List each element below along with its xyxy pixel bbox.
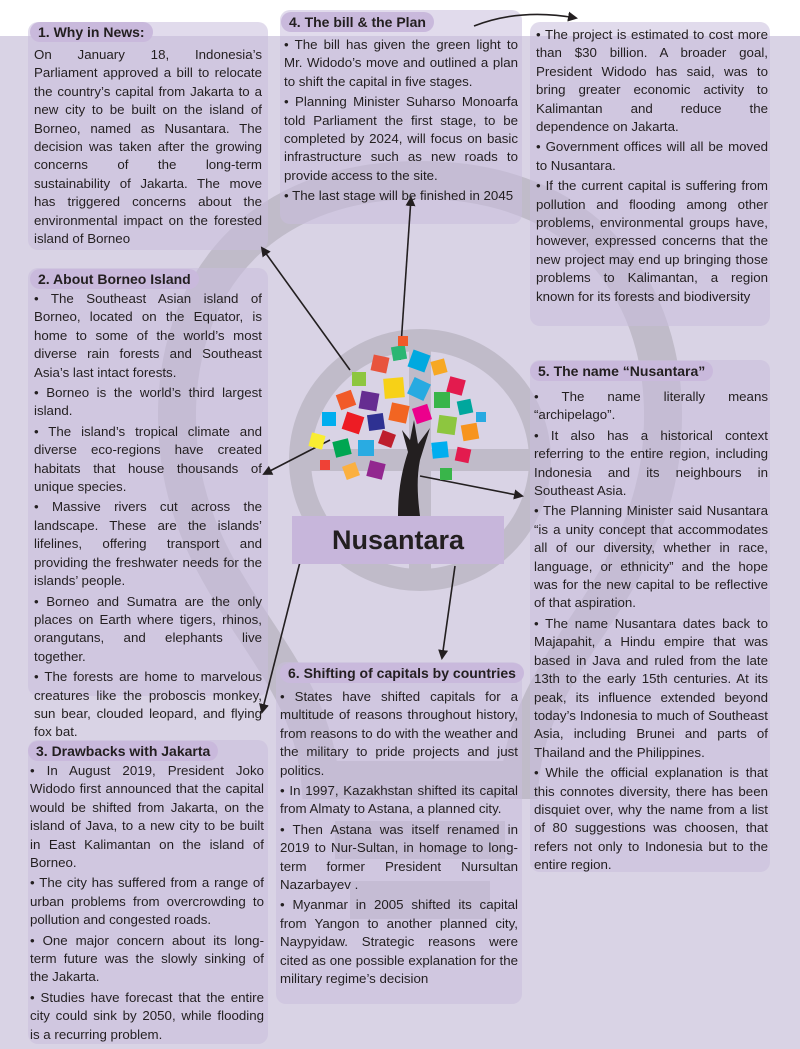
bullet: • The name literally means “archipelago”. xyxy=(534,389,768,423)
bullet: • In 1997, Kazakhstan shifted its capital from Almaty to Astana, a planned city. xyxy=(280,783,518,817)
heading-shifting: 6. Shifting of capitals by countries xyxy=(280,663,524,683)
bullet: • The last stage will be finished in 2045 xyxy=(284,188,514,204)
tree-of-ideas-icon xyxy=(308,336,486,516)
arrow-icon xyxy=(262,248,350,370)
bullet: • The city has suffered from a range of urban problems from overcrowding to pollution and congested roads. xyxy=(30,875,264,928)
bullet: • Then Astana was itself renamed in 2019 to Nur-Sultan, in homage to long-term former President Nursultan Nazarbayev . xyxy=(280,821,518,893)
page-title: Nusantara xyxy=(292,516,504,564)
arrow-icon xyxy=(474,14,576,26)
bullet: • It also has a historical context referring to the entire region, including Indonesia and its neighbours in Southeast Asia. xyxy=(534,427,768,499)
arrow-icon xyxy=(400,198,411,360)
arrow-icon xyxy=(420,476,522,496)
bullet: • The Planning Minister said Nusantara “is a unity concept that accommodates all of our diversity, whether in race, language, or ethnicity” and the hope was for the new capital to be reflective of that aspiration. xyxy=(534,503,768,611)
heading-name: 5. The name “Nusantara” xyxy=(530,361,713,381)
bullet: • The name Nusantara dates back to Majapahit, a Hindu empire that was based in Java and ruled from the late 13th to the early 15th centuries. At its peak, its influence extended beyond today’s Indonesia to much of Southeast Asia, including Brunei and parts of Thailand and the Philippines. xyxy=(534,615,768,760)
bullet: • If the current capital is suffering from pollution and flooding among other problems, environmental groups have, however, expressed concerns that the new project may end up bringing those problems to Kalimantan, a region known for its forests and biodiversity xyxy=(536,178,768,304)
bullet: • Studies have forecast that the entire city could sink by 2050, while flooding is a recurring problem. xyxy=(30,989,264,1042)
bullet: • The project is estimated to cost more than $30 billion. A broader goal, President Widodo has said, was to bring greater economic activity to Kalimantan and reduce the dependence on Jakarta. xyxy=(536,27,768,135)
heading-why: 1. Why in News: xyxy=(30,22,153,42)
bullet: • In August 2019, President Joko Widodo first announced that the capital would be shifted from Jakarta, on the island of Java, to a new city to be built in East Kalimantan on the island of Borneo. xyxy=(30,763,264,871)
arrow-icon xyxy=(442,566,455,658)
heading-borneo: 2. About Borneo Island xyxy=(30,269,199,289)
bullet: • States have shifted capitals for a multitude of reasons throughout history, from reasons to do with the weather and the military to pride projects and just politics. xyxy=(280,689,518,778)
bullet: • The Southeast Asian island of Borneo, located on the Equator, is home to some of the world’s most diverse rain forests and Southeast Asia’s last intact forests. xyxy=(34,291,262,380)
bullet: • While the official explanation is that this connotes diversity, there has been disquiet over, why the name from a list of 80 suggestions was choosen, that refers not only to Indonesia but to the entire region. xyxy=(534,765,768,873)
heading-bill: 4. The bill & the Plan xyxy=(281,12,434,32)
bullet: • The forests are home to marvelous creatures like the proboscis monkey, sun bear, clouded leopard, and flying fox bat. xyxy=(34,669,262,740)
bullet: • The bill has given the green light to Mr. Widodo’s move and outlined a plan to shift the capital in five stages. xyxy=(284,37,518,89)
bullet: • Government offices will all be moved to Nusantara. xyxy=(536,139,768,173)
bullet: • Massive rivers cut across the landscape. These are the islands’ lifelines, offering transport and providing the freshwater needs for the islands’ people. xyxy=(34,499,262,589)
arrow-icon xyxy=(262,562,300,712)
heading-drawbacks: 3. Drawbacks with Jakarta xyxy=(28,741,218,761)
bullet: • Borneo and Sumatra are the only places on Earth where tigers, rhinos, orangutans, and elephants live together. xyxy=(34,593,262,664)
bullet: • Planning Minister Suharso Monoarfa told Parliament the first stage, to be completed by 2024, will focus on basic infrastructure such as new roads to provide access to the site. xyxy=(284,94,518,183)
bullet: • Myanmar in 2005 shifted its capital from Yangon to another planned city, Naypyidaw. Strategic reasons were cited as one possible explanation for the military regime’s decision xyxy=(280,897,518,987)
bullet: • One major concern about its long-term future was the slowly sinking of the Jakarta. xyxy=(30,932,264,985)
bullet: • The island’s tropical climate and diverse eco-regions have created habitats that house thousands of unique species. xyxy=(34,423,262,495)
paragraph: On January 18, Indonesia’s Parliament approved a bill to relocate the country’s capital from Jakarta to a new city to be built on the island of Borneo, named as Nusantara. The decision was taken after the growing concerns of the long-term sustainability of Jakarta. The move has triggered concerns about the environmental impact on the forested island of Borneo xyxy=(34,47,262,247)
bullet: • Borneo is the world’s third largest island. xyxy=(34,385,262,419)
